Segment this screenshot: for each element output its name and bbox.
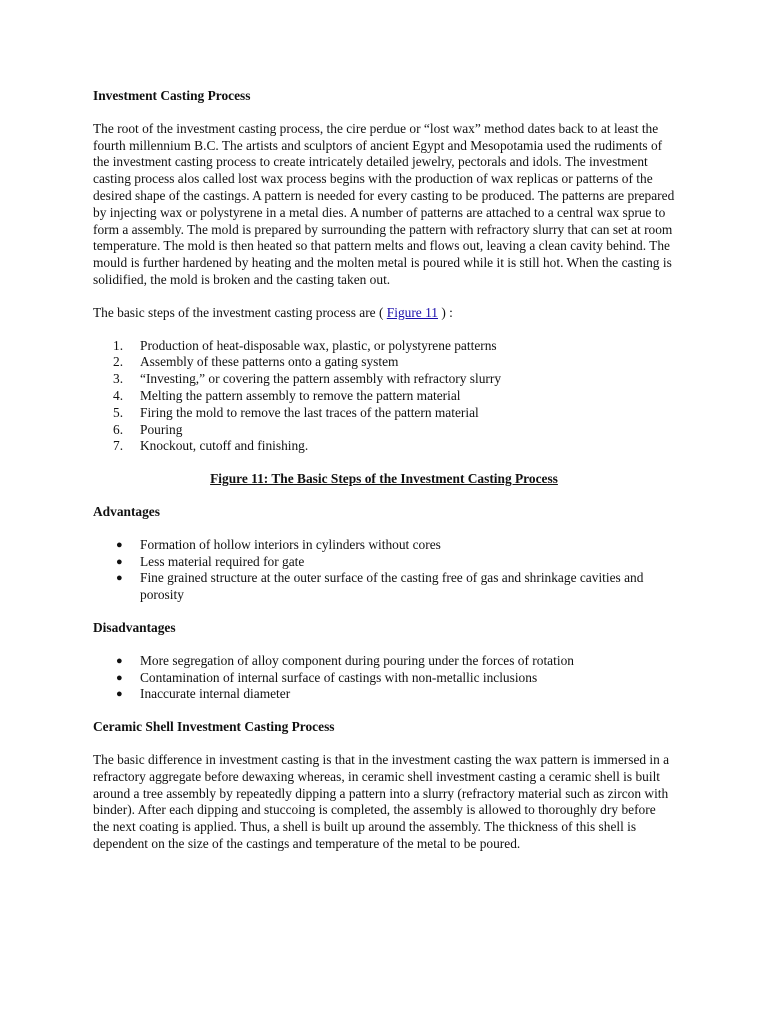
list-item (93, 405, 675, 422)
disadvantages-heading: Disadvantages (93, 619, 176, 635)
disadvantage-text: Inaccurate internal diameter (140, 686, 291, 702)
list-item (93, 338, 675, 355)
steps-list (93, 338, 675, 456)
list-item (93, 570, 675, 604)
step-text: Pouring (140, 421, 183, 437)
bullet-icon: ● (116, 555, 123, 568)
step-text: Production of heat-disposable wax, plastic, or polystyrene patterns (140, 337, 497, 353)
list-item (93, 537, 675, 554)
list-item (93, 653, 675, 670)
advantage-text: Less material required for gate (140, 553, 305, 569)
steps-intro-end: ) : (441, 304, 453, 320)
bullet-icon: ● (116, 654, 123, 667)
step-number: 2. (113, 354, 124, 370)
step-number: 4. (113, 387, 124, 403)
list-item (93, 354, 675, 371)
step-number: 7. (113, 438, 124, 454)
figure-11-link[interactable]: Figure 11 (386, 304, 438, 320)
list-item (93, 371, 675, 388)
bullet-icon: ● (116, 671, 123, 684)
steps-intro (93, 305, 675, 322)
bullet-icon: ● (116, 538, 123, 551)
list-item (93, 686, 675, 703)
step-text: Melting the pattern assembly to remove the pattern material (140, 387, 461, 403)
steps-intro-text: The basic steps of the investment casting process are ( (93, 304, 384, 320)
step-number: 6. (113, 421, 124, 437)
ceramic-heading: Ceramic Shell Investment Casting Process (93, 719, 335, 735)
list-item (93, 670, 675, 687)
advantage-text: Fine grained structure at the outer surface of the casting free of gas and shrinkage cavities and porosity (140, 570, 644, 603)
list-item (93, 554, 675, 571)
disadvantage-text: More segregation of alloy component during pouring under the forces of rotation (140, 652, 574, 668)
list-item (93, 422, 675, 439)
ceramic-paragraph: The basic difference in investment casting is that in the investment casting the wax pattern is immersed in a refractory aggregate before dewaxing whereas, in ceramic shell investment casting a ceramic shell is built around a tree assembly by repeatedly dipping a pattern into a slurry (refractory material such as zircon with binder). After each dipping and stuccoing is completed, the assembly is allowed to thoroughly dry before the next coating is applied. Thus, a shell is built up around the assembly. The thickness of this shell is dependent on the size of the castings and temperature of the metal to be poured. (93, 751, 670, 851)
list-item (93, 388, 675, 405)
bullet-icon: ● (116, 572, 123, 585)
bullet-icon: ● (116, 688, 123, 701)
advantage-text: Formation of hollow interiors in cylinders without cores (140, 536, 441, 552)
step-number: 3. (113, 371, 124, 387)
disadvantages-list (93, 653, 675, 703)
list-item (93, 438, 675, 455)
advantages-heading: Advantages (93, 503, 160, 519)
figure-caption: Figure 11: The Basic Steps of the Investment Casting Process (210, 471, 558, 487)
intro-paragraph: The root of the investment casting process, the cire perdue or “lost wax” method dates back to at least the fourth millennium B.C. The artists and sculptors of ancient Egypt and Mesopotamia used the rudiments of the investment casting process to create intricately detailed jewelry, pectorals and idols. The investment casting process alos called lost wax process begins with the production of wax replicas or patterns of the desired shape of the castings. A pattern is needed for every casting to be produced. The patterns are prepared by injecting wax or polystyrene in a metal dies. A number of patterns are attached to a central wax sprue to form a assembly. The mold is prepared by surrounding the pattern with refractory slurry that can set at room temperature. The mold is then heated so that pattern melts and flows out, leaving a clean cavity behind. The mould is further hardened by heating and the molten metal is poured while it is still hot. When the casting is solidified, the mold is broken and the casting taken out. (93, 120, 675, 287)
step-text: Knockout, cutoff and finishing. (140, 438, 309, 454)
step-text: Assembly of these patterns onto a gating system (140, 354, 399, 370)
advantages-list (93, 537, 675, 604)
disadvantage-text: Contamination of internal surface of castings with non-metallic inclusions (140, 669, 538, 685)
page-title: Investment Casting Process (93, 88, 251, 103)
step-number: 5. (113, 404, 124, 420)
step-text: “Investing,” or covering the pattern assembly with refractory slurry (140, 371, 502, 387)
document-body (93, 88, 675, 853)
step-text: Firing the mold to remove the last traces of the pattern material (140, 404, 479, 420)
step-number: 1. (113, 337, 124, 353)
